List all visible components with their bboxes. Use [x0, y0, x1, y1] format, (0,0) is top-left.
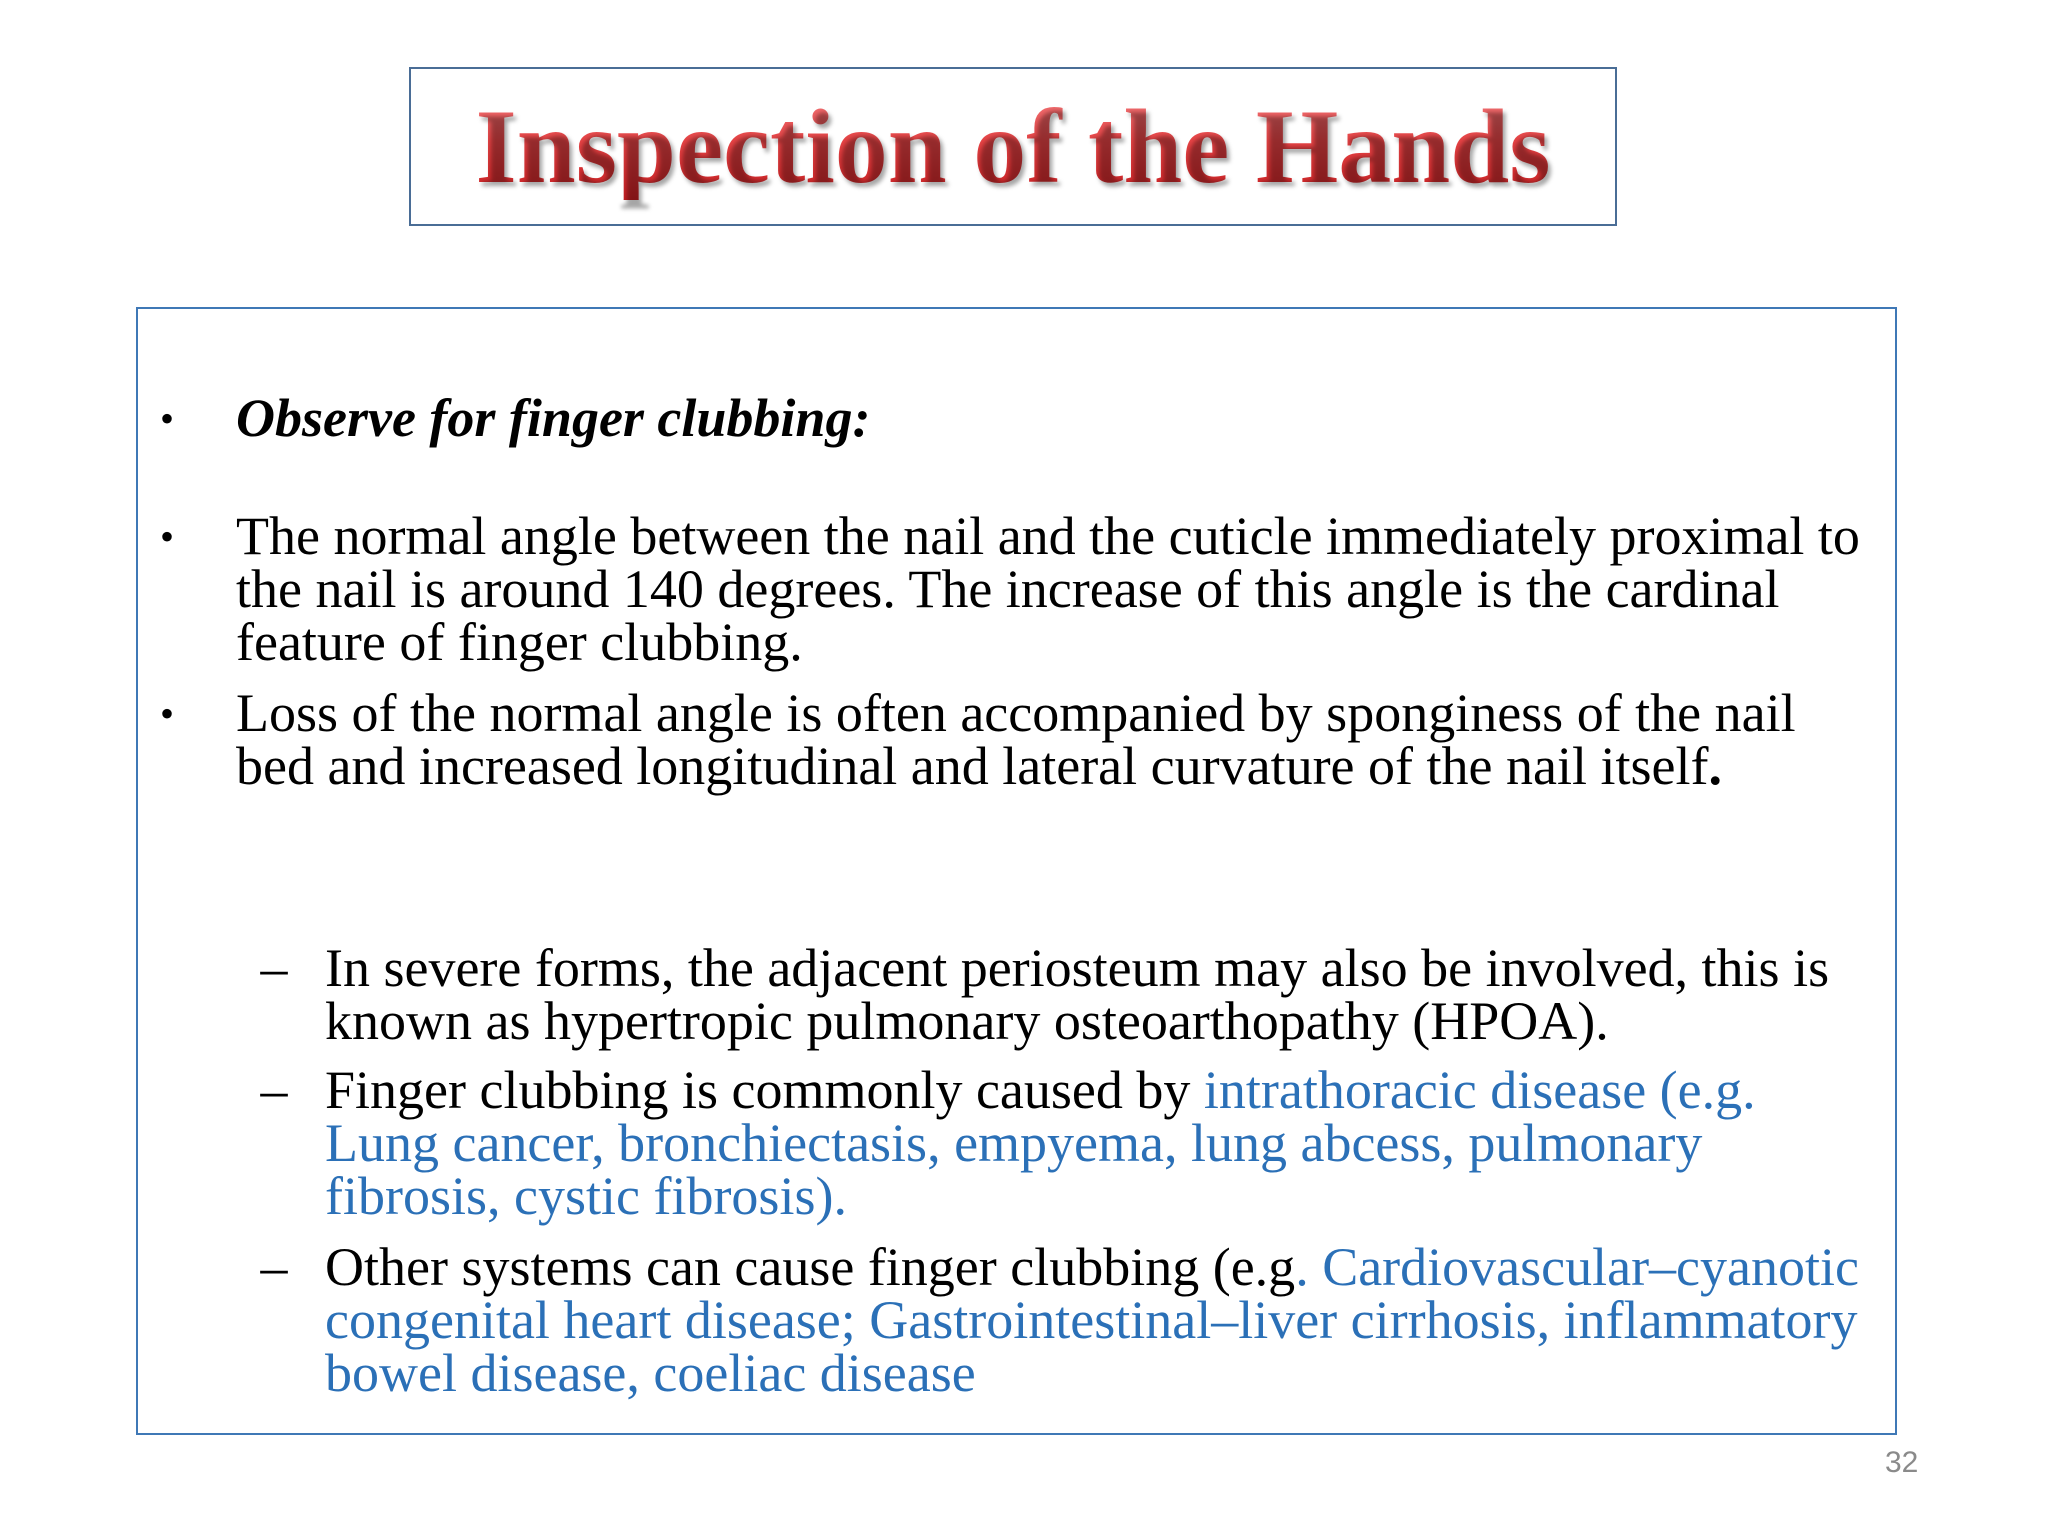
bullet-symbol: • — [159, 396, 174, 441]
bullet-end-mark: . — [1708, 736, 1722, 796]
content-box — [136, 307, 1897, 1435]
bullet-normal-angle: The normal angle between the nail and the cuticle immediately proximal to the nail is around 140 degrees. The increase of this angle is the cardinal feature of finger clubbing. — [236, 506, 1860, 672]
bullet-heading: Observe for finger clubbing: — [236, 388, 871, 448]
bullet-symbol: • — [159, 514, 174, 559]
other-system-causes: . Cardiovascular–cyanotic congenital heart disease; Gastrointestinal–liver cirrhosis, inflammatory bowel disease, coeliac disease — [325, 1237, 1859, 1403]
sub-bullet-common-causes — [325, 1060, 1875, 1226]
title-box — [409, 67, 1617, 226]
bullet-loss-of-angle-text: Loss of the normal angle is often accompanied by sponginess of the nail bed and increased longitudinal and lateral curvature of the nail itself — [236, 683, 1796, 796]
page-number: 32 — [1885, 1446, 1919, 1479]
dash-symbol: – — [260, 1060, 288, 1120]
sub-bullet-other-systems — [325, 1237, 1875, 1403]
dash-symbol: – — [260, 1237, 288, 1297]
slide-title: Inspection of the Hands — [475, 87, 1551, 205]
bullet-symbol: • — [159, 691, 174, 736]
sub-bullet-common-causes-text: Finger clubbing is commonly caused by — [325, 1060, 1204, 1120]
sub-bullet-other-systems-text: Other systems can cause finger clubbing (e.g — [325, 1237, 1296, 1297]
dash-symbol: – — [260, 938, 288, 998]
sub-bullet-severe-forms: In severe forms, the adjacent periosteum may also be involved, this is known as hypertropic pulmonary osteoarthopathy (HPOA). — [325, 938, 1830, 1051]
intrathoracic-causes: intrathoracic disease (e.g. Lung cancer, bronchiectasis, empyema, lung abcess, pulmonary fibrosis, cystic fibrosis). — [325, 1060, 1756, 1226]
bullet-loss-of-angle — [236, 683, 1796, 796]
